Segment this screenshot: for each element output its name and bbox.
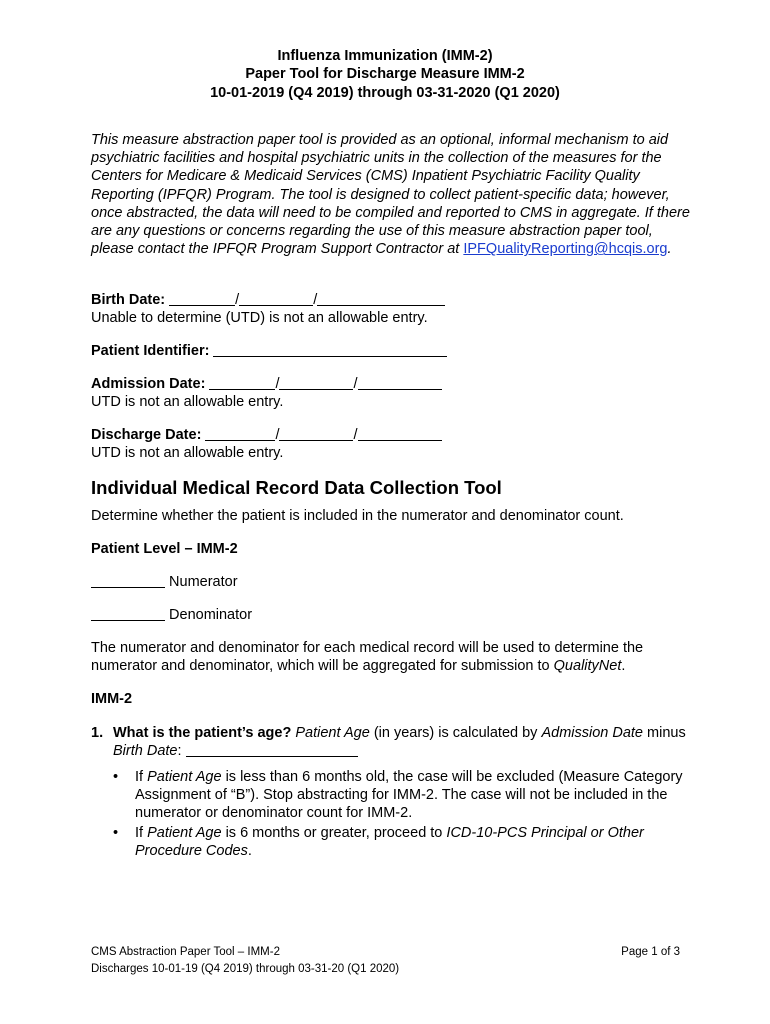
imm2-heading: IMM-2 [91, 691, 133, 707]
b2-patient-age: Patient Age [147, 825, 222, 841]
q1-text: (in years) is calculated by [373, 725, 538, 741]
bullet-1 [135, 768, 695, 823]
b2-procedure-codes: ICD-10-PCS Principal or Other Procedure Codes [135, 825, 644, 860]
separator: / [353, 376, 358, 392]
discharge-day-blank[interactable] [279, 426, 353, 441]
separator: / [353, 427, 358, 443]
discharge-date-note: UTD is not an allowable entry. [91, 445, 284, 461]
title-line-1: Influenza Immunization (IMM-2) [277, 48, 493, 64]
title-line-3: 10-01-2019 (Q4 2019) through 03-31-2020 (Q1 2020) [210, 85, 560, 101]
admission-date-label: Admission Date: [91, 376, 206, 392]
denominator-blank[interactable] [91, 606, 165, 621]
numerator-field [91, 573, 238, 591]
patient-level-heading: Patient Level – IMM-2 [91, 541, 238, 557]
section-heading: Individual Medical Record Data Collection Tool [91, 477, 502, 498]
qualitynet-name: QualityNet [553, 658, 622, 675]
patient-identifier-blank[interactable] [213, 342, 447, 357]
bullet-icon: • [113, 825, 119, 841]
admission-date-field [91, 375, 442, 393]
denominator-field [91, 606, 252, 624]
birth-date-label: Birth Date: [91, 292, 166, 308]
birth-date-field [91, 291, 445, 309]
separator: / [313, 292, 318, 308]
patient-identifier-label: Patient Identifier: [91, 343, 210, 359]
numerator-label: Numerator [169, 574, 238, 590]
instruction-text: Determine whether the patient is included in the numerator and denominator count. [91, 508, 624, 524]
intro-paragraph [91, 131, 691, 258]
b1-patient-age: Patient Age [147, 769, 222, 785]
b2-if: If [135, 825, 144, 841]
aggregate-text: The numerator and denominator for each medical record will be used to determine the numerator and denominator, which will be aggregated for submission to [91, 640, 644, 675]
q1-colon: : [177, 743, 182, 760]
bullet-icon: • [113, 769, 119, 785]
admission-day-blank[interactable] [279, 375, 353, 390]
question-number: 1. [91, 725, 104, 741]
discharge-year-blank[interactable] [358, 426, 442, 441]
admission-month-blank[interactable] [209, 375, 275, 390]
b2-text: is 6 months or greater, proceed to [225, 825, 443, 841]
discharge-date-field [91, 426, 442, 444]
q1-patient-age: Patient Age [295, 725, 370, 741]
footer-line-1: CMS Abstraction Paper Tool – IMM-2 [91, 946, 280, 958]
bullet-2 [135, 824, 695, 860]
intro-text: This measure abstraction paper tool is provided as an optional, informal mechanism to aid psychiatric facilities and hospital psychiatric units in the collection of the measures for the Centers for Medicare & Medicaid Services (CMS) Inpatient Psychiatric Facility Quality Reporting (IPFQR) Program. The tool is designed to collect patient-specific data; however, once abstracted, the data will need to be compiled and reported to CMS in aggregate. If there are any questions or concerns regarding the use of this measure abstraction paper tool, please contact the IPFQR Program Support Contractor at [91, 132, 690, 258]
birth-date-note: Unable to determine (UTD) is not an allowable entry. [91, 310, 428, 326]
separator: / [275, 427, 280, 443]
question-1-prompt: What is the patient’s age? [113, 725, 292, 741]
support-email-link[interactable]: IPFQualityReporting@hcqis.org [463, 241, 668, 258]
discharge-date-label: Discharge Date: [91, 427, 202, 443]
question-1 [113, 724, 693, 760]
aggregate-paragraph [91, 639, 691, 675]
admission-date-note: UTD is not an allowable entry. [91, 394, 284, 410]
footer-line-2: Discharges 10-01-19 (Q4 2019) through 03-31-20 (Q1 2020) [91, 963, 400, 975]
separator: / [235, 292, 240, 308]
q1-minus: minus [647, 725, 686, 741]
admission-year-blank[interactable] [358, 375, 442, 390]
b1-if: If [135, 769, 144, 785]
page-number: Page 1 of 3 [621, 946, 680, 958]
patient-age-blank[interactable] [186, 742, 358, 757]
birth-day-blank[interactable] [239, 291, 313, 306]
q1-birth-date: Birth Date [113, 743, 178, 760]
birth-month-blank[interactable] [169, 291, 235, 306]
separator: / [275, 376, 280, 392]
numerator-blank[interactable] [91, 573, 165, 588]
b2-period: . [247, 843, 252, 860]
intro-period: . [667, 241, 672, 258]
birth-year-blank[interactable] [317, 291, 445, 306]
q1-admission-date: Admission Date [541, 725, 643, 741]
patient-identifier-field [91, 342, 447, 360]
b1-text: is less than 6 months old, the case will be excluded (Measure Category Assignment of “B”). Stop abstracting for IMM-2. The case will not be included in the numerator or denominator count for IMM-2. [135, 769, 683, 822]
title-line-2: Paper Tool for Discharge Measure IMM-2 [245, 66, 525, 82]
aggregate-period: . [621, 658, 626, 675]
denominator-label: Denominator [169, 607, 253, 623]
discharge-month-blank[interactable] [205, 426, 275, 441]
